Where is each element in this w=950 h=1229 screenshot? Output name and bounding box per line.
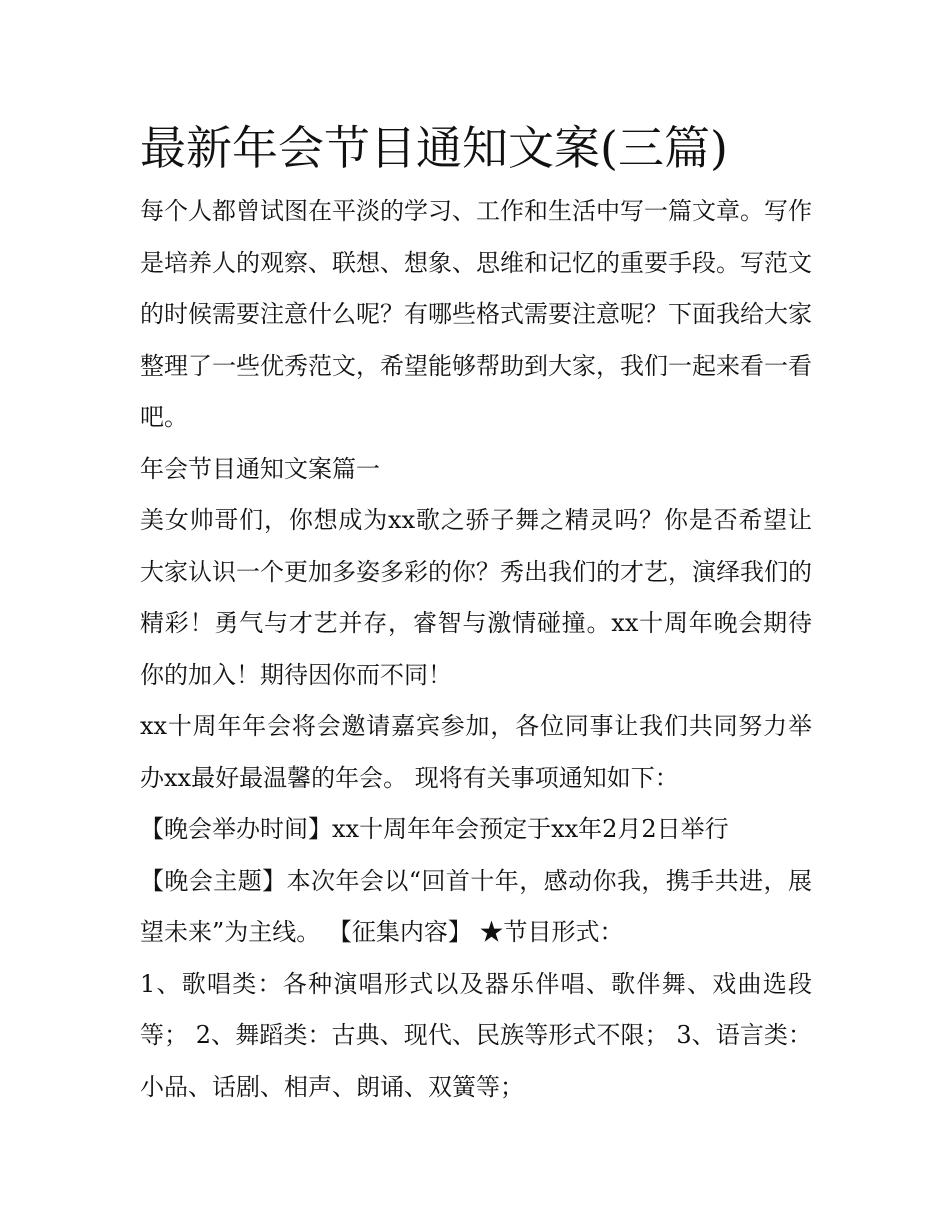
- section-heading: 年会节目通知文案篇一: [140, 454, 380, 483]
- body-paragraph: xx十周年年会将会邀请嘉宾参加，各位同事让我们共同努力举办xx最好最温馨的年会。 现将有关事项通知如下：: [140, 712, 812, 792]
- body-paragraph: 美女帅哥们，你想成为xx歌之骄子舞之精灵吗？你是否希望让大家认识一个更加多姿多彩的你？秀出我们的才艺，演绎我们的精彩！勇气与才艺并存，睿智与激情碰撞。xx十周年晚会期待你的加入！期待因你而不同！: [140, 506, 812, 689]
- intro-paragraph: 每个人都曾试图在平淡的学习、工作和生活中写一篇文章。写作是培养人的观察、联想、想象、思维和记忆的重要手段。写范文的时候需要注意什么呢？有哪些格式需要注意呢？下面我给大家整理了一些优秀范文，希望能够帮助到大家，我们一起来看一看吧。: [140, 197, 812, 431]
- document-title: 最新年会节目通知文案(三篇): [140, 121, 728, 175]
- body-paragraph: 【晚会主题】本次年会以“回首十年，感动你我，携手共进，展望未来”为主线。 【征集内容】 ★节目形式：: [140, 866, 812, 946]
- body-paragraph: 【晚会举办时间】xx十周年年会预定于xx年2月2日举行: [140, 815, 729, 843]
- body-paragraph: 1、歌唱类：各种演唱形式以及器乐伴唱、歌伴舞、戏曲选段等； 2、舞蹈类：古典、现代、民族等形式不限； 3、语言类：小品、话剧、相声、朗诵、双簧等；: [140, 969, 812, 1101]
- document-page: [140, 110, 812, 1113]
